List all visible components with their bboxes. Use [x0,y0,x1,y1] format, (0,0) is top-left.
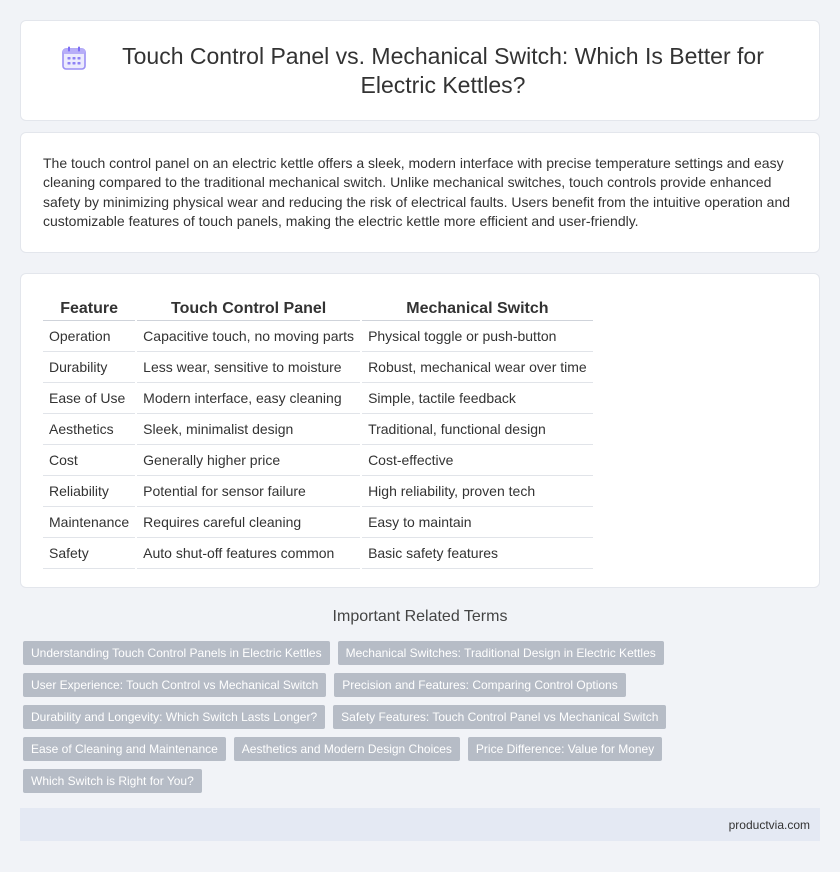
table-cell: Safety [43,538,135,569]
comparison-table-card [20,273,820,588]
table-cell: Modern interface, easy cleaning [137,383,360,414]
table-cell: Simple, tactile feedback [362,383,593,414]
table-row [43,383,593,414]
table-cell: Easy to maintain [362,507,593,538]
table-row [43,507,593,538]
table-header-row [43,294,593,321]
table-cell: Maintenance [43,507,135,538]
table-cell: Generally higher price [137,445,360,476]
table-row [43,538,593,569]
table-cell: Physical toggle or push-button [362,321,593,352]
table-row [43,476,593,507]
table-cell: Less wear, sensitive to moisture [137,352,360,383]
related-term-tag[interactable]: Which Switch is Right for You? [23,769,202,793]
related-terms-list [23,641,823,793]
footer [20,808,820,841]
table-cell: Capacitive touch, no moving parts [137,321,360,352]
table-cell: Operation [43,321,135,352]
table-cell: Durability [43,352,135,383]
intro-paragraph: The touch control panel on an electric kettle offers a sleek, modern interface with precise temperature settings and easy cleaning compared to the traditional mechanical switch. Unlike mechanical switches, touch controls provide enhanced safety by minimizing physical wear and reducing the risk of electrical faults. Users benefit from the intuitive operation and customizable features of touch panels, making the electric kettle more efficient and user-friendly. [43,155,791,230]
related-term-tag[interactable]: Durability and Longevity: Which Switch Lasts Longer? [23,705,325,729]
column-header-touch-control: Touch Control Panel [137,294,360,321]
table-cell: Sleek, minimalist design [137,414,360,445]
table-cell: Basic safety features [362,538,593,569]
column-header-feature: Feature [43,294,135,321]
table-cell: Reliability [43,476,135,507]
related-term-tag[interactable]: Aesthetics and Modern Design Choices [234,737,460,761]
table-row [43,445,593,476]
table-cell: Cost [43,445,135,476]
table-cell: Ease of Use [43,383,135,414]
table-row [43,414,593,445]
table-cell: Auto shut-off features common [137,538,360,569]
page-title: Touch Control Panel vs. Mechanical Switch: Which Is Better for Electric Kettles? [122,42,764,98]
table-cell: Traditional, functional design [362,414,593,445]
title-card [20,20,820,121]
table-cell: High reliability, proven tech [362,476,593,507]
footer-site-link[interactable]: productvia.com [728,818,810,832]
related-term-tag[interactable]: Ease of Cleaning and Maintenance [23,737,226,761]
related-term-tag[interactable]: Precision and Features: Comparing Control Options [334,673,625,697]
related-term-tag[interactable]: User Experience: Touch Control vs Mechanical Switch [23,673,326,697]
table-cell: Requires careful cleaning [137,507,360,538]
title-wrap [60,42,780,100]
table-cell: Robust, mechanical wear over time [362,352,593,383]
table-row [43,321,593,352]
related-term-tag[interactable]: Mechanical Switches: Traditional Design in Electric Kettles [338,641,664,665]
comparison-table [41,294,595,569]
table-row [43,352,593,383]
table-cell: Cost-effective [362,445,593,476]
related-term-tag[interactable]: Understanding Touch Control Panels in Electric Kettles [23,641,330,665]
related-terms-heading: Important Related Terms [332,608,508,625]
column-header-mechanical-switch: Mechanical Switch [362,294,593,321]
table-cell: Aesthetics [43,414,135,445]
related-term-tag[interactable]: Safety Features: Touch Control Panel vs Mechanical Switch [333,705,666,729]
related-term-tag[interactable]: Price Difference: Value for Money [468,737,662,761]
intro-card [20,132,820,253]
calendar-icon [60,44,88,72]
table-cell: Potential for sensor failure [137,476,360,507]
